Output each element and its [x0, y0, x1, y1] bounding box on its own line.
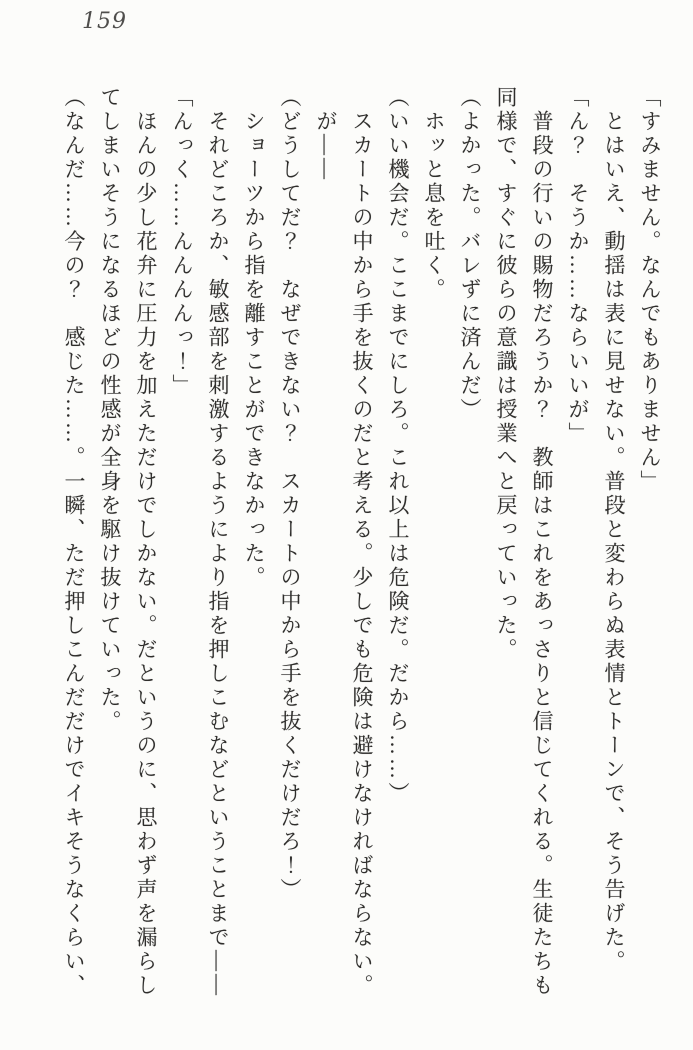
paragraph: が―― [314, 110, 338, 182]
paragraph: ホッと息を吐く。 [422, 110, 446, 302]
paragraph: 「すみません。なんでもありません」 [638, 86, 662, 494]
paragraph: 「ん？ そうか……ならいいが」 [566, 86, 590, 446]
body-text [56, 86, 668, 1004]
paragraph: 「んっく……んんんんっ！」 [170, 86, 194, 398]
paragraph: それどころか、敏感部を刺激するようにより指を押しこむなどということまで―― [206, 110, 230, 998]
paragraph: とはいえ、動揺は表に見せない。普段と変わらぬ表情とトーンで、そう告げた。 [602, 110, 626, 974]
paragraph: （なんだ……今の？ 感じた……。一瞬、ただ押しこんだだけでイキそうなくらい、 [62, 86, 86, 998]
paragraph: スカートの中から手を抜くのだと考える。少しでも危険は避けなければならない。 [350, 110, 374, 998]
paragraph: ショーツから指を離すことができなかった。 [242, 110, 266, 590]
paragraph: （いい機会だ。ここまでにしろ。これ以上は危険だ。だから……） [386, 86, 410, 806]
paragraph: 普段の行いの賜物だろうか？ 教師はこれをあっさりと信じてくれる。生徒たちも同様で、すぐに彼らの意識は授業へと戻っていった。 [494, 86, 554, 998]
paragraph: ほんの少し花弁に圧力を加えただけでしかない。だというのに、思わず声を漏らしてしまいそうになるほどの性感が全身を駆け抜けていった。 [98, 86, 158, 998]
paragraph: （よかった。バレずに済んだ） [458, 86, 482, 422]
page-number: 159 [82, 9, 127, 34]
paragraph: （どうしてだ？ なぜできない？ スカートの中から手を抜くだけだろ！） [278, 86, 302, 902]
